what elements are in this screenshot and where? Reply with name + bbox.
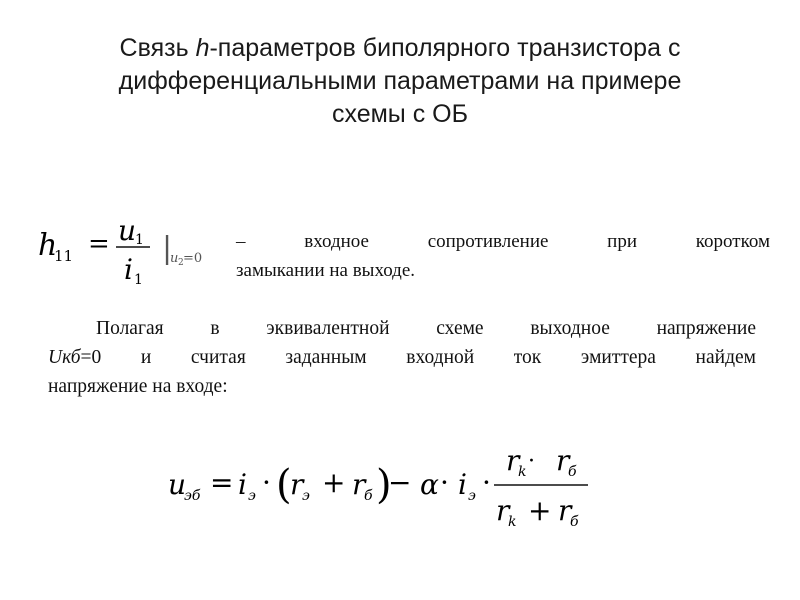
- title-line-1: [20, 32, 780, 65]
- slide-title: [20, 32, 780, 131]
- description-line-2: замыкании на выходе.: [236, 260, 416, 281]
- f2-den-plus: +: [528, 494, 552, 527]
- paragraph-text: Полагая в эквивалентной схеме выходное напряжение: [96, 318, 756, 339]
- f2-r2: r: [352, 468, 366, 501]
- f2-num-r2-sub: б: [568, 464, 577, 480]
- h11-condition-bar: |: [162, 231, 173, 266]
- formula-h11: [38, 214, 238, 294]
- f2-u: u: [168, 468, 187, 501]
- f2-r1-sub: э: [302, 488, 310, 504]
- h11-denominator-sub: 1: [134, 272, 143, 288]
- h11-numerator-sub: 1: [135, 232, 144, 248]
- description-line-1: – входное сопротивление при коротком: [236, 231, 770, 252]
- f2-num-dot: ·: [528, 449, 535, 474]
- formula-input-voltage: [160, 440, 600, 540]
- f2-equals: =: [210, 466, 234, 499]
- title-h-symbol: h: [195, 34, 210, 62]
- f2-r1: r: [290, 468, 304, 501]
- voltage-symbol: Uкб: [48, 347, 81, 368]
- f2-num-r2: r: [556, 444, 570, 477]
- title-line-3: схемы с ОБ: [331, 100, 469, 128]
- h11-denominator: i: [124, 253, 133, 286]
- title-text: -параметров биполярного транзистора с: [209, 34, 681, 62]
- f2-dot-1: ·: [262, 466, 271, 499]
- f2-left-paren: (: [276, 462, 292, 508]
- title-line-2: дифференциальными параметрами на примере: [118, 67, 682, 95]
- f2-plus: +: [322, 466, 346, 499]
- f2-i: i: [238, 468, 247, 501]
- h11-condition: u: [170, 251, 179, 266]
- f2-num-r1-sub: k: [518, 464, 527, 480]
- f2-den-r1: r: [496, 494, 510, 527]
- f2-den-r2-sub: б: [570, 514, 579, 530]
- h11-lhs: h: [38, 228, 58, 263]
- h11-description: [236, 227, 770, 285]
- f2-i-sub: э: [248, 488, 256, 504]
- f2-num-r1: r: [506, 444, 520, 477]
- f2-r2-sub: б: [364, 488, 373, 504]
- h11-lhs-sub: 11: [54, 247, 74, 265]
- h11-condition-sub: 2: [178, 258, 184, 268]
- f2-alpha: α: [420, 468, 439, 501]
- body-paragraph: [48, 314, 756, 401]
- title-text: Связь: [119, 34, 196, 62]
- h11-condition-rhs: =0: [183, 251, 203, 266]
- h11-equals: =: [88, 229, 110, 259]
- h11-numerator: u: [118, 214, 137, 247]
- f2-right-paren: ): [376, 462, 392, 508]
- f2-minus: −: [388, 466, 412, 499]
- f2-dot-3: ·: [482, 466, 491, 499]
- paragraph-line-2: [48, 343, 756, 372]
- f2-den-r2: r: [558, 494, 572, 527]
- f2-i2: i: [458, 468, 467, 501]
- paragraph-text: =0 и считая заданным входной ток эмиттера найдем: [80, 347, 756, 368]
- f2-i2-sub: э: [468, 488, 476, 504]
- f2-dot-2: ·: [440, 466, 449, 499]
- f2-den-r1-sub: k: [508, 514, 517, 530]
- paragraph-line-3: напряжение на входе:: [48, 376, 228, 397]
- f2-u-sub: эб: [184, 488, 201, 504]
- paragraph-line-1: [48, 314, 756, 343]
